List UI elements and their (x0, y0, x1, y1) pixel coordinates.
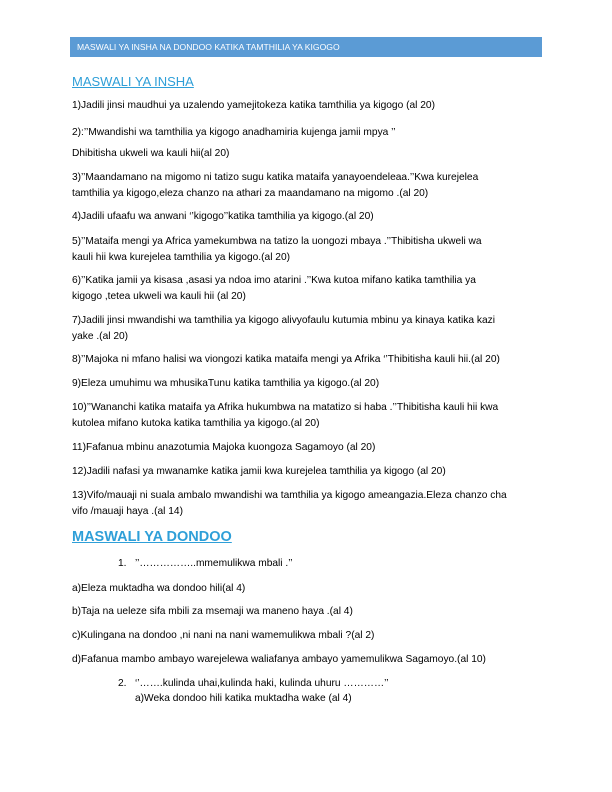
insha-question-6: 6)’’Katika jamii ya kisasa ,asasi ya ndoa imo atarini .’’Kwa kutoa mifano katika tamthilia ya kigogo ,tetea ukweli wa kauli hii (al 20) (72, 275, 476, 302)
insha-question-7: 7)Jadili jinsi mwandishi wa tamthilia ya kigogo alivyofaulu kutumia mbinu ya kinaya katika kazi yake .(al 20) (72, 315, 495, 342)
insha-question-2-continued: Dhibitisha ukweli wa kauli hii(al 20) (72, 148, 230, 159)
insha-question-8: 8)’’Majoka ni mfano halisi wa viongozi katika mataifa mengi ya Afrika ‘’Thibitisha kauli hii.(al 20) (72, 354, 500, 365)
insha-question-2: 2):’’Mwandishi wa tamthilia ya kigogo anadhamiria kujenga jamii mpya ’’ (72, 127, 396, 138)
insha-question-12: 12)Jadili nafasi ya mwanamke katika jamii kwa kurejelea tamthilia ya kigogo (al 20) (72, 466, 446, 477)
header-banner: MASWALI YA INSHA NA DONDOO KATIKA TAMTHILIA YA KIGOGO (70, 37, 542, 57)
dondoo-1-part-d: d)Fafanua mambo ambayo warejelewa waliafanya ambayo yamemulikwa Sagamoyo.(al 10) (72, 654, 486, 665)
dondoo-1-part-c: c)Kulingana na dondoo ,ni nani na nani wamemulikwa mbali ?(al 2) (72, 630, 375, 641)
insha-heading: MASWALI YA INSHA (72, 74, 194, 89)
insha-question-11: 11)Fafanua mbinu anazotumia Majoka kuongoza Sagamoyo (al 20) (72, 442, 376, 453)
insha-question-5: 5)’’Mataifa mengi ya Africa yamekumbwa na tatizo la uongozi mbaya .’’Thibitisha ukweli wa kauli hii kwa kurejelea tamthilia ya kigogo.(al 20) (72, 236, 482, 263)
dondoo-2-part-a: a)Weka dondoo hili katika muktadha wake (al 4) (135, 693, 352, 704)
insha-question-13: 13)Vifo/mauaji ni suala ambalo mwandishi wa tamthilia ya kigogo ameangazia.Eleza chanzo cha vifo /mauaji haya .(al 14) (72, 490, 507, 517)
insha-question-9: 9)Eleza umuhimu wa mhusikaTunu katika tamthilia ya kigogo.(al 20) (72, 378, 380, 389)
insha-question-3: 3)’’Maandamano na migomo ni tatizo sugu katika mataifa yanayoendeleaa.’’Kwa kurejelea tamthilia ya kigogo,eleza chanzo na athari za maandamano na migomo .(al 20) (72, 172, 479, 199)
dondoo-2-number: 2. (118, 678, 127, 689)
dondoo-1-part-b: b)Taja na ueleze sifa mbili za msemaji wa maneno haya .(al 4) (72, 606, 353, 617)
insha-question-4: 4)Jadili ufaafu wa anwani ‘’kigogo’’katika tamthilia ya kigogo.(al 20) (72, 211, 374, 222)
dondoo-1-number: 1. (118, 558, 127, 569)
dondoo-heading: MASWALI YA DONDOO (72, 529, 232, 545)
insha-question-10: 10)’’Wananchi katika mataifa ya Afrika hukumbwa na matatizo si haba .’’Thibitisha kauli hii kwa kutolea mifano kutoka katika tamthilia ya kigogo.(al 20) (72, 402, 499, 429)
dondoo-1-part-a: a)Eleza muktadha wa dondoo hili(al 4) (72, 583, 246, 594)
dondoo-2-quote: ‘’…….kulinda uhai,kulinda haki, kulinda uhuru …………’’ (135, 678, 389, 689)
insha-question-1: 1)Jadili jinsi maudhui ya uzalendo yamejitokeza katika tamthilia ya kigogo (al 20) (72, 100, 435, 111)
dondoo-1-quote: ’’……………..mmemulikwa mbali .’’ (135, 558, 293, 569)
